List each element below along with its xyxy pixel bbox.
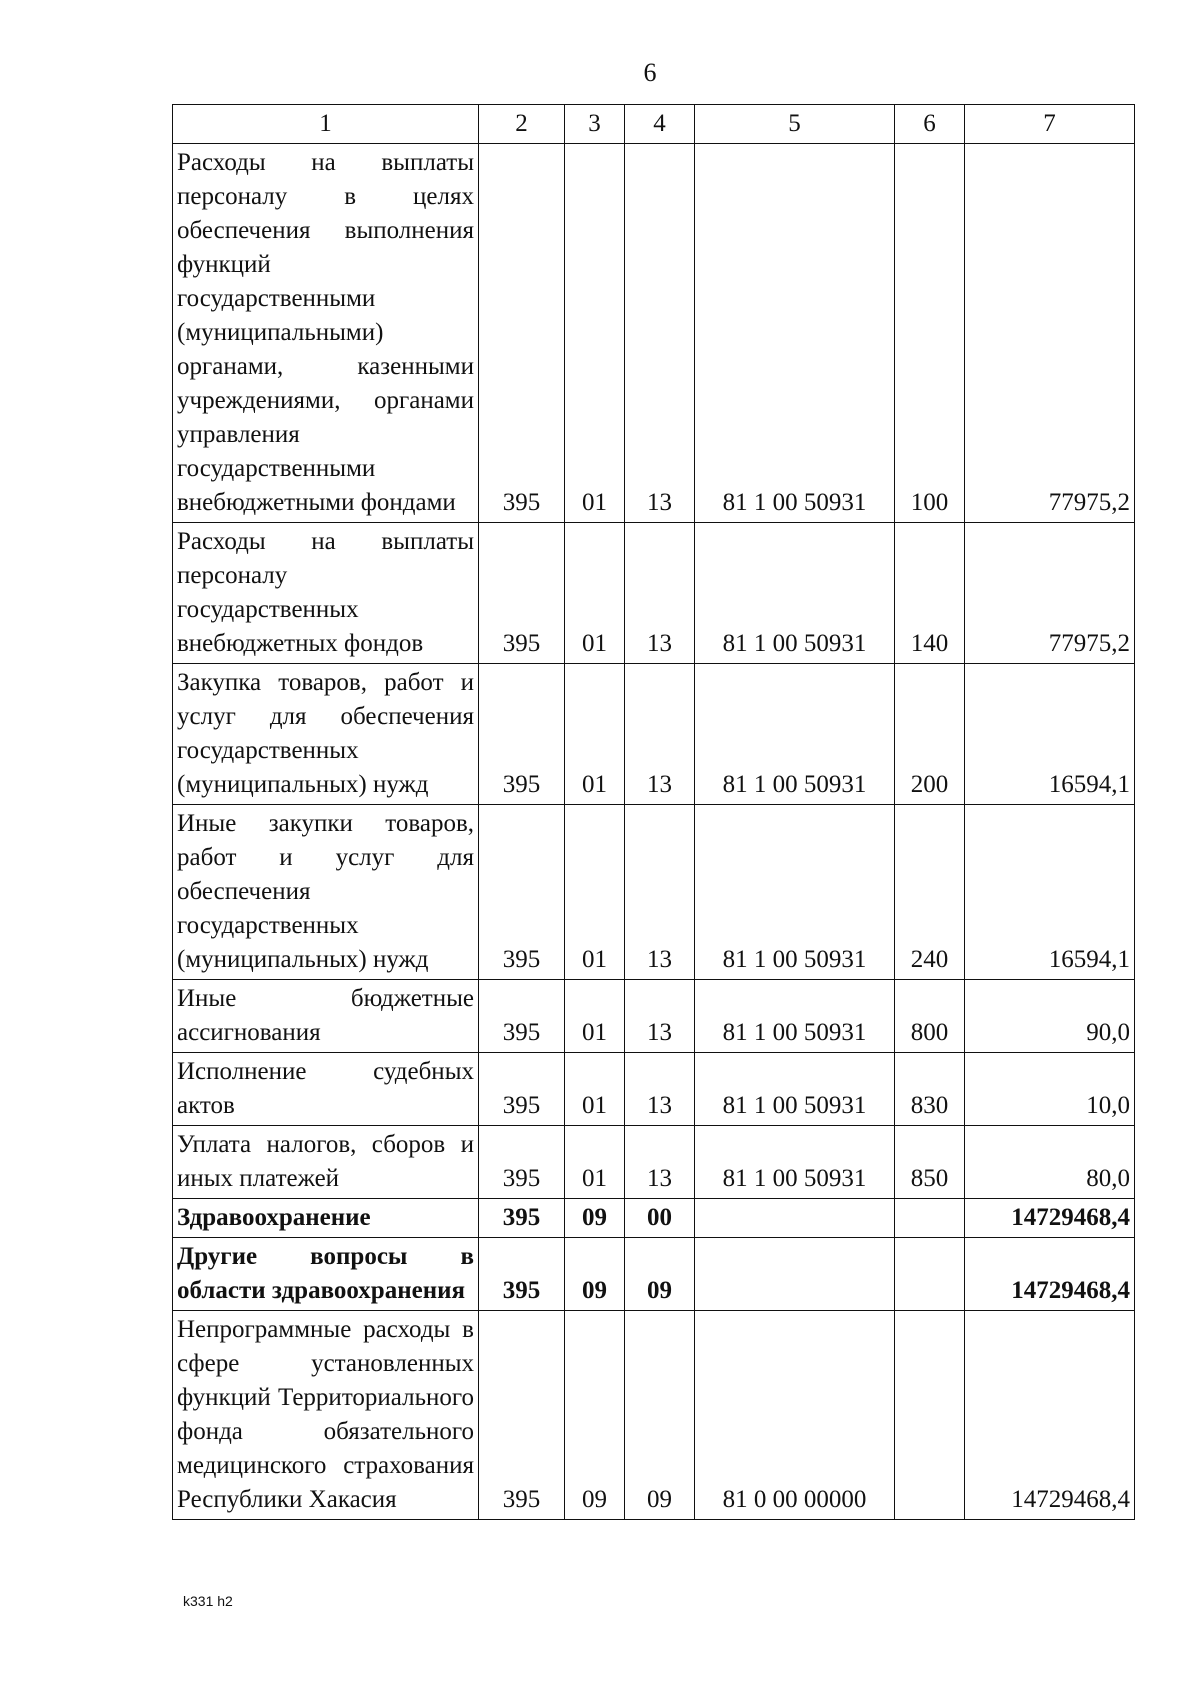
row-admin-code: 395 xyxy=(479,805,565,980)
row-section: 01 xyxy=(565,1053,625,1126)
row-target-article: 81 0 00 00000 xyxy=(695,1311,895,1520)
table-row-section-total xyxy=(173,1199,1135,1238)
table-row xyxy=(173,1126,1135,1199)
budget-table xyxy=(172,104,1135,1520)
row-target-article: 81 1 00 50931 xyxy=(695,1053,895,1126)
table-row xyxy=(173,805,1135,980)
row-subsection: 13 xyxy=(625,523,695,664)
row-target-article: 81 1 00 50931 xyxy=(695,523,895,664)
table-row xyxy=(173,523,1135,664)
table-body xyxy=(173,144,1135,1520)
table-row xyxy=(173,1053,1135,1126)
row-section: 01 xyxy=(565,144,625,523)
row-expense-type: 240 xyxy=(895,805,965,980)
row-admin-code: 395 xyxy=(479,1238,565,1311)
page-number: 6 xyxy=(643,58,657,87)
table-row xyxy=(173,1311,1135,1520)
row-expense-type: 850 xyxy=(895,1126,965,1199)
row-subsection: 13 xyxy=(625,1053,695,1126)
row-expense-type: 200 xyxy=(895,664,965,805)
row-amount: 16594,1 xyxy=(965,664,1135,805)
row-expense-type: 100 xyxy=(895,144,965,523)
row-section: 01 xyxy=(565,1126,625,1199)
row-name: Иные закупки товаров, работ и услуг для обеспечения государственных (муниципальных) нужд xyxy=(173,805,479,980)
row-amount: 14729468,4 xyxy=(965,1311,1135,1520)
row-subsection: 13 xyxy=(625,805,695,980)
row-name: Иные бюджетные ассигнования xyxy=(173,980,479,1053)
row-name: Здравоохранение xyxy=(173,1199,479,1238)
table-row xyxy=(173,144,1135,523)
row-name: Расходы на выплаты персоналу государственных внебюджетных фондов xyxy=(173,523,479,664)
row-expense-type xyxy=(895,1238,965,1311)
row-section: 01 xyxy=(565,805,625,980)
row-admin-code: 395 xyxy=(479,980,565,1053)
row-section: 09 xyxy=(565,1199,625,1238)
row-target-article xyxy=(695,1199,895,1238)
row-expense-type xyxy=(895,1311,965,1520)
row-admin-code: 395 xyxy=(479,144,565,523)
header-col-6: 6 xyxy=(895,105,965,144)
row-name: Уплата налогов, сборов и иных платежей xyxy=(173,1126,479,1199)
row-name: Исполнение судебных актов xyxy=(173,1053,479,1126)
row-admin-code: 395 xyxy=(479,523,565,664)
row-admin-code: 395 xyxy=(479,1126,565,1199)
row-subsection: 00 xyxy=(625,1199,695,1238)
row-expense-type: 830 xyxy=(895,1053,965,1126)
row-amount: 90,0 xyxy=(965,980,1135,1053)
row-subsection: 09 xyxy=(625,1311,695,1520)
row-subsection: 13 xyxy=(625,1126,695,1199)
table-header xyxy=(173,105,1135,144)
header-col-5: 5 xyxy=(695,105,895,144)
table-row xyxy=(173,664,1135,805)
row-target-article xyxy=(695,1238,895,1311)
row-amount: 14729468,4 xyxy=(965,1238,1135,1311)
header-col-3: 3 xyxy=(565,105,625,144)
row-subsection: 13 xyxy=(625,144,695,523)
document-code: k331 h2 xyxy=(183,1593,233,1609)
row-amount: 77975,2 xyxy=(965,523,1135,664)
row-amount: 77975,2 xyxy=(965,144,1135,523)
row-admin-code: 395 xyxy=(479,664,565,805)
row-name: Расходы на выплаты персоналу в целях обеспечения выполнения функций государственными (муниципальными) органами, казенными учреждениями, органами управления государственными внебюджетными фондами xyxy=(173,144,479,523)
header-col-4: 4 xyxy=(625,105,695,144)
row-section: 09 xyxy=(565,1311,625,1520)
header-row xyxy=(173,105,1135,144)
row-name: Непрограммные расходы в сфере установленных функций Территориального фонда обязательного медицинского страхования Республики Хакасия xyxy=(173,1311,479,1520)
row-section: 01 xyxy=(565,980,625,1053)
row-expense-type: 140 xyxy=(895,523,965,664)
table-row xyxy=(173,980,1135,1053)
header-col-2: 2 xyxy=(479,105,565,144)
row-name: Закупка товаров, работ и услуг для обеспечения государственных (муниципальных) нужд xyxy=(173,664,479,805)
row-admin-code: 395 xyxy=(479,1053,565,1126)
header-col-1: 1 xyxy=(173,105,479,144)
row-expense-type xyxy=(895,1199,965,1238)
row-amount: 14729468,4 xyxy=(965,1199,1135,1238)
row-amount: 80,0 xyxy=(965,1126,1135,1199)
row-target-article: 81 1 00 50931 xyxy=(695,805,895,980)
row-target-article: 81 1 00 50931 xyxy=(695,144,895,523)
row-target-article: 81 1 00 50931 xyxy=(695,980,895,1053)
row-section: 01 xyxy=(565,523,625,664)
row-target-article: 81 1 00 50931 xyxy=(695,1126,895,1199)
row-subsection: 09 xyxy=(625,1238,695,1311)
row-subsection: 13 xyxy=(625,664,695,805)
row-expense-type: 800 xyxy=(895,980,965,1053)
row-name: Другие вопросы в области здравоохранения xyxy=(173,1238,479,1311)
row-section: 09 xyxy=(565,1238,625,1311)
row-amount: 16594,1 xyxy=(965,805,1135,980)
table-row-subsection-total xyxy=(173,1238,1135,1311)
row-subsection: 13 xyxy=(625,980,695,1053)
row-admin-code: 395 xyxy=(479,1311,565,1520)
row-admin-code: 395 xyxy=(479,1199,565,1238)
row-section: 01 xyxy=(565,664,625,805)
row-target-article: 81 1 00 50931 xyxy=(695,664,895,805)
header-col-7: 7 xyxy=(965,105,1135,144)
row-amount: 10,0 xyxy=(965,1053,1135,1126)
